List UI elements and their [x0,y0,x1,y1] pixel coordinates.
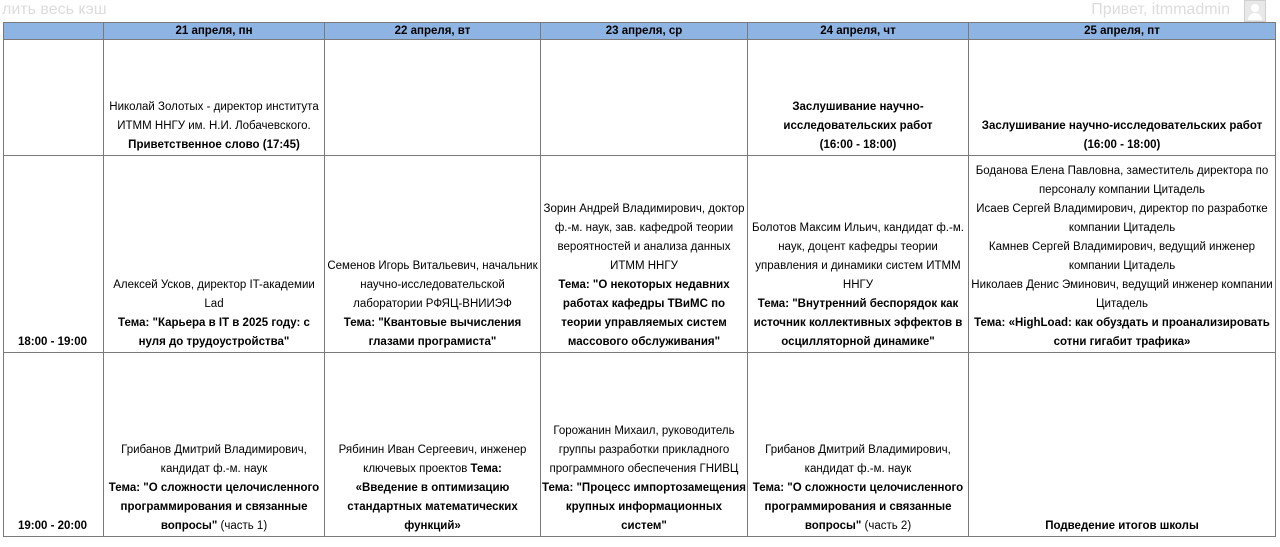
speaker-text: Исаев Сергей Владимирович, директор по разработке компании Цитадель [976,203,1268,234]
talk-topic: Тема: "Внутренний беспорядок как источник коллективных эффектов в осцилляторной динамике" [753,298,963,348]
cell-tue [325,40,541,156]
cell-fri [969,353,1276,537]
cell-wed [541,156,748,353]
talk-part: (часть 2) [861,520,912,532]
speaker-text: Грибанов Дмитрий Владимирович, кандидат ф.-м. наук [121,444,307,475]
header-corner [4,23,104,40]
cell-thu [748,156,969,353]
header-day-mon: 21 апреля, пн [104,23,325,40]
cell-thu [748,40,969,156]
schedule-table [3,22,1276,537]
cell-mon [104,40,325,156]
time-cell [4,40,104,156]
speaker-text: Рябинин Иван Сергеевич, инженер ключевых проектов [338,444,527,475]
speaker-text: Горожанин Михаил, руководитель группы разработки прикладного программного обеспечения ГНИВЦ [549,425,739,475]
avatar-shoulders-shape [1248,13,1262,20]
user-greeting[interactable]: Привет, itmmadmin [1091,1,1230,18]
speaker-text: Боданова Елена Павловна, заместитель директора по персоналу компании Цитадель [975,165,1269,196]
cell-tue [325,156,541,353]
talk-topic: «Введение в оптимизацию стандартных математических функций» [347,482,518,532]
avatar-head-shape [1251,4,1259,12]
cell-tue [325,353,541,537]
cell-wed [541,353,748,537]
event-title: Заслушивание научно-исследовательских работ [981,120,1263,132]
talk-topic: Тема: "Карьера в IT в 2025 году: с нуля до трудоустройства" [118,317,310,348]
avatar-icon[interactable] [1244,0,1266,22]
talk-topic: Тема: "О сложности целочисленного программирования и связанные вопросы" [108,482,320,532]
talk-topic: Тема: «HighLoad: как обуздать и проанализировать сотни гигабит трафика» [974,317,1270,348]
cell-fri [969,156,1276,353]
schedule-row-1900 [4,353,1276,537]
header-day-tue: 22 апреля, вт [325,23,541,40]
cell-thu [748,353,969,537]
talk-topic: Тема: "Процесс импортозамещения крупных информационных систем" [542,482,747,532]
cell-mon [104,353,325,537]
time-cell: 19:00 - 20:00 [4,353,104,537]
speaker-text: Семенов Игорь Витальевич, начальник научно-исследовательской лаборатории РФЯЦ-ВНИИЭФ [327,260,538,310]
event-time: (16:00 - 18:00) [819,139,897,151]
schedule-row-opening [4,40,1276,156]
header-row [4,23,1276,40]
speaker-text: Николай Золотых - директор института ИТММ ННГУ им. Н.И. Лобачевского. [109,101,319,132]
cell-wed [541,40,748,156]
talk-topic-label: Тема: [470,463,502,475]
header-day-wed: 23 апреля, ср [541,23,748,40]
top-bar [0,0,1280,22]
talk-topic-wrap [749,479,967,536]
talk-topic: Тема: "Квантовые вычисления глазами програмиста" [343,317,522,348]
clear-cache-link[interactable]: лить весь кэш [2,1,107,18]
speaker-text-wrap [326,441,539,479]
speaker-text: Камнев Сергей Владимирович, ведущий инженер компании Цитадель [988,241,1256,272]
talk-topic: Тема: "О сложности целочисленного программирования и связанные вопросы" [752,482,964,532]
cell-fri [969,40,1276,156]
speaker-text: Грибанов Дмитрий Владимирович, кандидат ф.-м. наук [765,444,951,475]
speaker-text: Алексей Усков, директор IT-академии Lad [113,279,315,310]
event-title: Приветственное слово (17:45) [128,139,300,151]
talk-topic: Тема: "О некоторых недавних работах кафедры ТВиМС по теории управляемых систем массового обслуживания" [558,279,730,348]
event-title: Заслушивание научно-исследовательских работ [783,101,933,132]
talk-topic-wrap [105,479,323,536]
header-day-thu: 24 апреля, чт [748,23,969,40]
event-title: Подведение итогов школы [1045,520,1199,532]
speaker-text: Болотов Максим Ильич, кандидат ф.-м. наук, доцент кафедры теории управления и динамики систем ИТММ ННГУ [752,222,964,291]
cell-mon [104,156,325,353]
schedule-row-1800 [4,156,1276,353]
time-cell: 18:00 - 19:00 [4,156,104,353]
talk-part: (часть 1) [217,520,268,532]
speaker-text: Николаев Денис Эминович, ведущий инженер компании Цитадель [971,279,1273,310]
header-day-fri: 25 апреля, пт [969,23,1276,40]
event-time: (16:00 - 18:00) [1083,139,1161,151]
speaker-text: Зорин Андрей Владимирович, доктор ф.-м. наук, зав. кафедрой теории вероятностей и анализа данных ИТММ ННГУ [543,203,745,272]
